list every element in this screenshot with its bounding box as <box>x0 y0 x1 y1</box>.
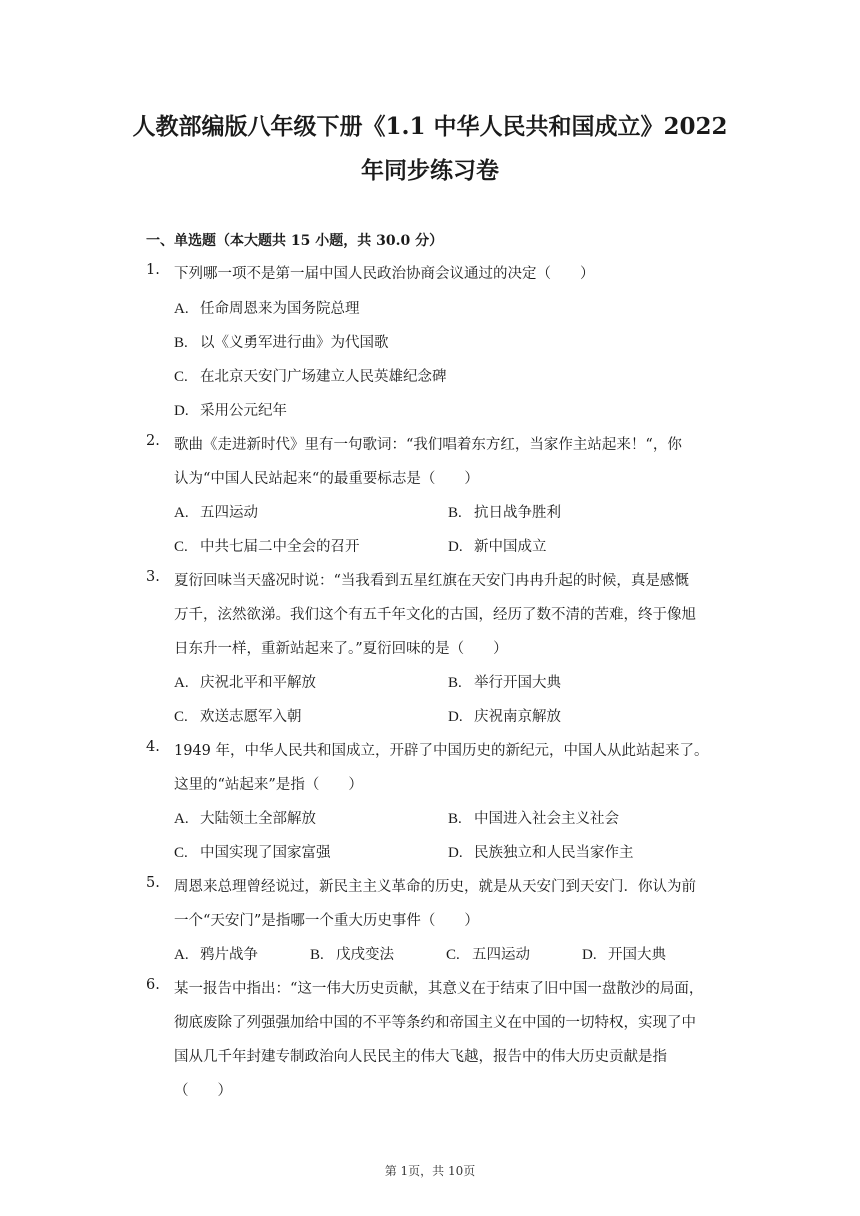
option-text: 五四运动 <box>472 947 530 963</box>
option-text: 开国大典 <box>608 947 666 963</box>
question-4-stem-line: 1949 年，中华人民共和国成立，开辟了中国历史的新纪元，中国人从此站起来了。 <box>174 743 709 759</box>
question-6-stem-line: 某一报告中指出：“这一伟大历史贡献，其意义在于结束了旧中国一盘散沙的局面， <box>174 981 704 997</box>
option-text: 抗日战争胜利 <box>474 505 561 521</box>
option-letter: C. <box>174 845 188 861</box>
question-5-option-a <box>174 943 258 964</box>
option-letter: D. <box>448 845 463 861</box>
question-4-option-b <box>448 807 619 828</box>
question-3-option-a <box>174 671 316 692</box>
question-6-stem-line: 彻底废除了列强强加给中国的不平等条约和帝国主义在中国的一切特权，实现了中 <box>174 1015 696 1031</box>
option-letter: A. <box>174 947 189 963</box>
option-letter: A. <box>174 301 189 317</box>
question-2-option-c <box>174 535 360 556</box>
question-3-stem-line: 万千，泫然欲涕。我们这个有五千年文化的古国，经历了数不清的苦难，终于像旭 <box>174 607 696 623</box>
option-text: 民族独立和人民当家作主 <box>474 845 634 861</box>
question-2-option-d <box>448 535 547 556</box>
question-5-option-b <box>310 943 394 964</box>
option-text: 大陆领土全部解放 <box>200 811 316 827</box>
option-letter: D. <box>582 947 597 963</box>
question-1-option-c <box>174 365 447 386</box>
option-letter: B. <box>448 505 462 521</box>
question-3-option-d <box>448 705 561 726</box>
option-letter: D. <box>448 709 463 725</box>
question-1-number: 1. <box>146 262 160 278</box>
question-4-option-c <box>174 841 331 862</box>
question-2-stem-line: 认为“中国人民站起来“的最重要标志是（ ） <box>174 471 479 487</box>
option-text: 中共七届二中全会的召开 <box>200 539 360 555</box>
option-letter: B. <box>448 811 462 827</box>
option-text: 戊戌变法 <box>336 947 394 963</box>
question-2-option-b <box>448 501 561 522</box>
option-letter: C. <box>174 709 188 725</box>
document-title-line-1: 人教部编版八年级下册《1.1 中华人民共和国成立》2022 <box>132 113 728 140</box>
option-letter: B. <box>174 335 188 351</box>
question-2-option-a <box>174 501 258 522</box>
option-letter: B. <box>310 947 324 963</box>
option-letter: C. <box>174 369 188 385</box>
option-text: 五四运动 <box>200 505 258 521</box>
question-1-stem-line: 下列哪一项不是第一届中国人民政治协商会议通过的决定（ ） <box>174 266 595 282</box>
question-3-option-b <box>448 671 561 692</box>
question-4-number: 4. <box>146 739 160 755</box>
option-letter: D. <box>174 403 189 419</box>
option-letter: A. <box>174 675 189 691</box>
option-text: 举行开国大典 <box>474 675 561 691</box>
option-text: 中国进入社会主义社会 <box>474 811 619 827</box>
option-text: 在北京天安门广场建立人民英雄纪念碑 <box>200 369 447 385</box>
question-3-number: 3. <box>146 569 160 585</box>
question-2-stem-line: 歌曲《走进新时代》里有一句歌词：“我们唱着东方红，当家作主站起来！“，你 <box>174 437 682 453</box>
question-6-stem-line: 国从几千年封建专制政治向人民民主的伟大飞越，报告中的伟大历史贡献是指 <box>174 1049 667 1065</box>
page-footer: 第 1页，共 10页 <box>384 1164 476 1178</box>
question-2-number: 2. <box>146 433 160 449</box>
option-letter: D. <box>448 539 463 555</box>
option-letter: B. <box>448 675 462 691</box>
question-5-option-c <box>446 943 530 964</box>
option-text: 新中国成立 <box>474 539 547 555</box>
option-text: 任命周恩来为国务院总理 <box>200 301 360 317</box>
question-6-number: 6. <box>146 977 160 993</box>
question-4-option-a <box>174 807 316 828</box>
option-letter: A. <box>174 811 189 827</box>
question-3-stem-line: 夏衍回味当天盛况时说：“当我看到五星红旗在天安门冉冉升起的时候，真是感慨 <box>174 573 689 589</box>
question-1-option-d <box>174 399 287 420</box>
question-6-stem-line: （ ） <box>174 1083 232 1099</box>
option-text: 以《义勇军进行曲》为代国歌 <box>200 335 389 351</box>
option-text: 庆祝北平和平解放 <box>200 675 316 691</box>
option-text: 鸦片战争 <box>200 947 258 963</box>
option-letter: A. <box>174 505 189 521</box>
document-title-line-2: 年同步练习卷 <box>361 157 499 184</box>
question-5-number: 5. <box>146 875 160 891</box>
option-text: 欢送志愿军入朝 <box>200 709 302 725</box>
option-text: 采用公元纪年 <box>200 403 287 419</box>
question-4-stem-line: 这里的“站起来”是指（ ） <box>174 777 363 793</box>
option-text: 中国实现了国家富强 <box>200 845 331 861</box>
option-letter: C. <box>174 539 188 555</box>
option-text: 庆祝南京解放 <box>474 709 561 725</box>
question-4-option-d <box>448 841 634 862</box>
question-1-option-b <box>174 331 389 352</box>
question-3-option-c <box>174 705 302 726</box>
question-1-option-a <box>174 297 360 318</box>
question-3-stem-line: 日东升一样，重新站起来了。”夏衍回味的是（ ） <box>174 641 508 657</box>
question-5-option-d <box>582 943 666 964</box>
question-5-stem-line: 周恩来总理曾经说过，新民主主义革命的历史，就是从天安门到天安门．你认为前 <box>174 879 696 895</box>
option-letter: C. <box>446 947 460 963</box>
section-heading: 一、单选题（本大题共 15 小题，共 30.0 分） <box>146 233 444 249</box>
question-5-stem-line: 一个“天安门”是指哪一个重大历史事件（ ） <box>174 913 479 929</box>
